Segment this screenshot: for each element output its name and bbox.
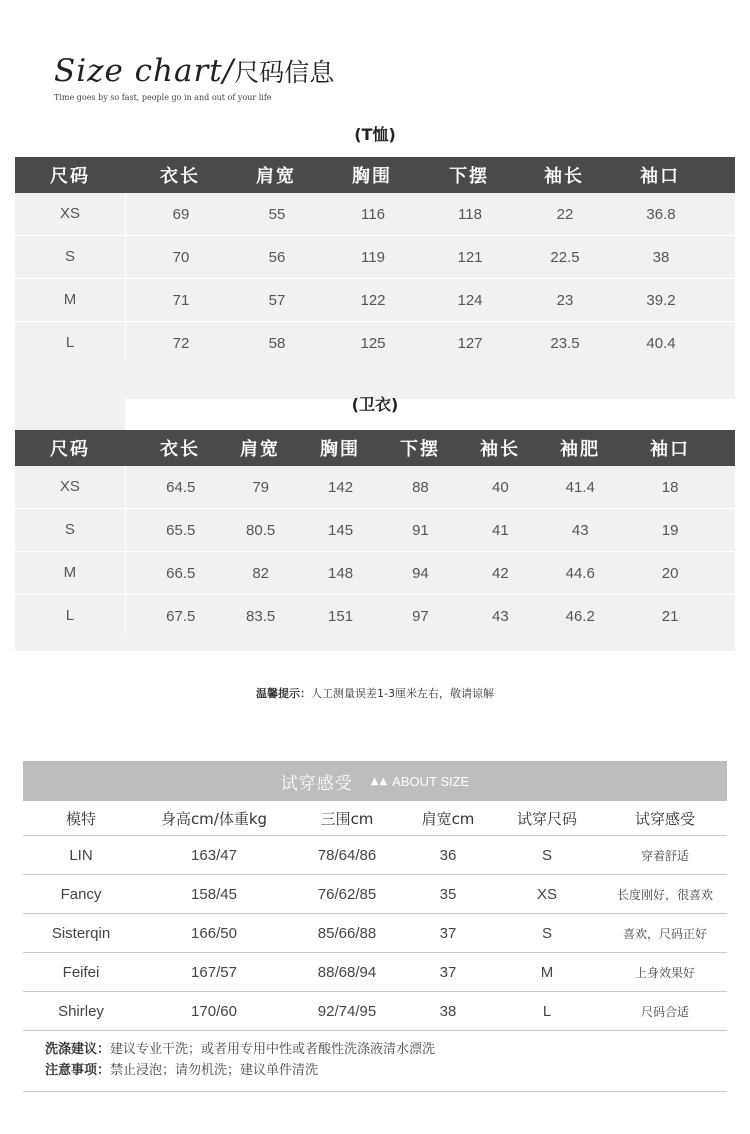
- table-cell: 166/50: [191, 924, 237, 942]
- tryon-title-english: ABOUT SIZE: [392, 773, 470, 789]
- table-cell: S: [541, 924, 552, 942]
- table-cell: 91: [412, 521, 429, 539]
- tshirt-header-row: [15, 157, 735, 193]
- table-cell: 151: [328, 607, 354, 625]
- table-cell: 42: [491, 564, 509, 582]
- table-cell: 71: [172, 291, 190, 309]
- table-cell: 118: [458, 205, 482, 223]
- hoodie-size-table: [15, 430, 735, 638]
- table-cell: 88: [412, 478, 429, 496]
- column-header: 袖肥: [560, 439, 600, 460]
- table-row: [15, 322, 735, 365]
- table-cell: 116: [361, 205, 385, 223]
- column-header: 袖长: [544, 166, 584, 187]
- table-cell: 44.6: [565, 564, 595, 582]
- table-cell: S: [15, 236, 126, 278]
- column-header: 肩宽: [240, 439, 280, 460]
- table-cell: 97: [412, 607, 429, 625]
- tip-text: 人工测量误差1-3厘米左右，敬请谅解: [311, 687, 494, 700]
- table-cell: 35: [439, 885, 457, 903]
- tryon-table: [23, 761, 727, 1031]
- measurement-tip: [0, 685, 750, 701]
- table-cell: M: [15, 279, 126, 321]
- table-cell: 85/66/88: [317, 924, 377, 942]
- table-cell: S: [15, 509, 126, 551]
- table-cell: 122: [360, 291, 386, 309]
- table-cell: 121: [457, 248, 483, 266]
- table-cell: XS: [15, 193, 126, 235]
- table-cell: 167/57: [191, 963, 237, 981]
- table-cell: 78/64/86: [317, 846, 377, 864]
- table-cell: 41: [491, 521, 509, 539]
- table-cell: 69: [172, 205, 190, 223]
- table-cell: 穿着舒适: [640, 848, 689, 863]
- table-cell: 23.5: [550, 334, 580, 352]
- table-cell: 41.4: [565, 478, 595, 496]
- tip-label: 温馨提示：: [256, 687, 312, 700]
- tshirt-label: (T恤): [354, 125, 396, 144]
- table-cell: 72: [172, 334, 190, 352]
- tryon-title-bar: [23, 761, 727, 801]
- table-cell: L: [15, 322, 126, 364]
- table-cell: 127: [457, 334, 483, 352]
- title-english: Size chart/: [54, 53, 235, 89]
- wash-text: 建议专业干洗；或者用专用中性或者酸性洗涤液清水漂洗: [110, 1042, 436, 1057]
- table-cell: 43: [491, 607, 509, 625]
- column-header: 衣长: [160, 166, 200, 187]
- table-row: [23, 875, 727, 914]
- table-cell: 尺码合适: [640, 1004, 689, 1019]
- hoodie-label: (卫衣): [351, 395, 399, 414]
- table-cell: 21: [661, 607, 679, 625]
- table-cell: 119: [361, 248, 385, 266]
- column-header: 试穿感受: [634, 809, 695, 828]
- tshirt-size-table: [15, 157, 735, 365]
- table-cell: 20: [661, 564, 679, 582]
- table-cell: M: [15, 552, 126, 594]
- column-header: 袖长: [480, 439, 520, 460]
- care-notes: [23, 1029, 727, 1092]
- table-cell: L: [15, 595, 126, 637]
- table-cell: 67.5: [166, 607, 196, 625]
- table-cell: 56: [268, 248, 286, 266]
- table-cell: 58: [268, 334, 286, 352]
- table-cell: 76/62/85: [317, 885, 377, 903]
- table-cell: 142: [328, 478, 354, 496]
- column-header: 模特: [65, 809, 96, 828]
- tryon-title: 试穿感受: [280, 773, 353, 794]
- column-header: 试穿尺码: [516, 809, 577, 828]
- column-header: 尺码: [50, 439, 90, 460]
- hoodie-header-row: [15, 430, 735, 466]
- table-cell: 40.4: [646, 334, 676, 352]
- column-header: 胸围: [320, 439, 360, 460]
- column-header: 肩宽: [256, 166, 296, 187]
- wash-label: 洗涤建议：: [45, 1042, 111, 1057]
- column-header: 袖口: [650, 439, 690, 460]
- table-row: [15, 193, 735, 236]
- table-cell: Fancy: [60, 885, 102, 903]
- table-cell: 170/60: [191, 1002, 237, 1020]
- table-cell: 喜欢，尺码正好: [622, 926, 707, 941]
- table-cell: 79: [252, 478, 269, 496]
- table-cell: 55: [268, 205, 286, 223]
- table-cell: 38: [652, 248, 670, 266]
- table-cell: 145: [328, 521, 354, 539]
- table-cell: 22.5: [550, 248, 580, 266]
- table-row: [15, 595, 735, 638]
- column-header: 下摆: [449, 166, 489, 187]
- table-cell: Sisterqin: [51, 924, 111, 942]
- table-cell: 37: [439, 963, 457, 981]
- table-cell: Shirley: [58, 1002, 104, 1020]
- table-row: [15, 509, 735, 552]
- table-row: [23, 836, 727, 875]
- table-cell: 22: [556, 205, 574, 223]
- table-row: [23, 914, 727, 953]
- table-cell: XS: [15, 466, 126, 508]
- table-cell: 36: [439, 846, 457, 864]
- care-label: 注意事项：: [45, 1063, 111, 1078]
- table-cell: M: [540, 963, 554, 981]
- table-row: [15, 552, 735, 595]
- table-cell: 124: [457, 291, 483, 309]
- column-header: 三围cm: [320, 809, 374, 828]
- table-cell: 158/45: [191, 885, 237, 903]
- table-cell: 70: [172, 248, 190, 266]
- table-cell: 46.2: [565, 607, 595, 625]
- table-row: [15, 236, 735, 279]
- table-cell: 82: [252, 564, 269, 582]
- column-header: 下摆: [400, 439, 440, 460]
- column-header: 胸围: [352, 166, 392, 187]
- table-row: [15, 279, 735, 322]
- table-cell: 18: [661, 478, 679, 496]
- table-cell: LIN: [69, 846, 93, 864]
- table-cell: 80.5: [246, 521, 276, 539]
- column-header: 身高cm/体重kg: [160, 809, 268, 828]
- table-cell: 36.8: [646, 205, 676, 223]
- table-cell: 19: [661, 521, 679, 539]
- column-header: 袖口: [640, 166, 680, 187]
- table-cell: 64.5: [166, 478, 196, 496]
- table-row: [23, 953, 727, 992]
- table-cell: 上身效果好: [634, 965, 695, 980]
- table-cell: Feifei: [62, 963, 100, 981]
- table-cell: XS: [536, 885, 557, 903]
- table-cell: 83.5: [246, 607, 276, 625]
- table-cell: S: [541, 846, 552, 864]
- title-chinese: 尺码信息: [234, 58, 335, 87]
- table-cell: 148: [328, 564, 354, 582]
- column-header: 尺码: [50, 166, 90, 187]
- table-cell: 长度刚好，很喜欢: [616, 887, 713, 902]
- table-cell: 125: [360, 334, 386, 352]
- care-warning: [45, 1060, 727, 1081]
- care-text: 禁止浸泡；请勿机洗；建议单件清洗: [110, 1063, 319, 1078]
- table-cell: L: [542, 1002, 552, 1020]
- table-cell: 65.5: [166, 521, 196, 539]
- table-cell: 23: [556, 291, 574, 309]
- chart-header: [54, 53, 335, 102]
- table-cell: 37: [439, 924, 457, 942]
- page-title: [54, 53, 335, 89]
- table-cell: 94: [412, 564, 429, 582]
- table-row: [15, 466, 735, 509]
- table-cell: 40: [491, 478, 509, 496]
- table-cell: 92/74/95: [317, 1002, 377, 1020]
- table-cell: 163/47: [191, 846, 237, 864]
- table-cell: 38: [439, 1002, 457, 1020]
- table-cell: 88/68/94: [317, 963, 377, 981]
- table-filler: [15, 634, 735, 651]
- column-header: 衣长: [160, 439, 200, 460]
- table-cell: 39.2: [646, 291, 676, 309]
- table-cell: 66.5: [166, 564, 196, 582]
- table-cell: 57: [268, 291, 286, 309]
- table-cell: 43: [571, 521, 589, 539]
- triangle-up-icon: ▲▲: [370, 775, 389, 787]
- page-subtitle: Time goes by so fast, people go in and out of your life: [54, 93, 272, 102]
- table-row: [23, 992, 727, 1031]
- column-header: 肩宽cm: [421, 809, 475, 828]
- tryon-header-row: [23, 801, 727, 836]
- wash-advice: [45, 1039, 727, 1060]
